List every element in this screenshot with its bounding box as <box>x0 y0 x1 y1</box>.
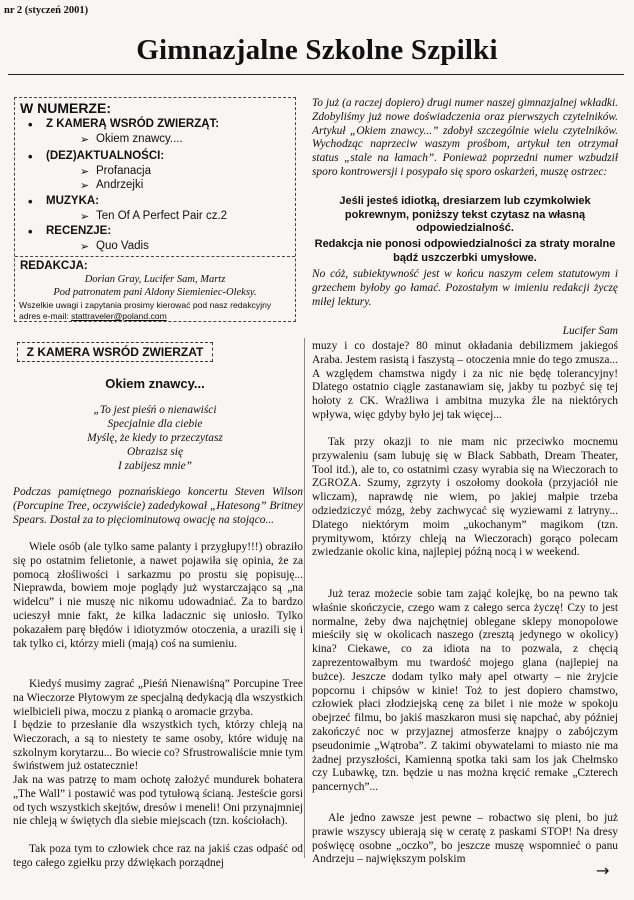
issue-number: nr 2 (styczeń 2001) <box>4 5 89 16</box>
article-paragraph: Kiedyś musimy zagrać „Pieśń Nienawiśną” Porcupine Tree na Wieczorze Płytowym ze specjalną dedykacją dla wszystkich wielbicieli piwa, moczu z pianką o aromacie grzyba. <box>13 678 303 718</box>
toc-item: ➢ Okiem znawcy.... <box>96 133 183 145</box>
intro-paragraph: To już (a raczej dopiero) drugi numer naszej gimnazjalnej wkładki. Zdobyliśmy już nowe doświadczenia oraz pierwszych czytelników. Artykuł „Okiem znawcy...” zdobył szczególnie wielu czytelników. Wychodząc naprzeciw waszym prośbom, artykuł ten otrzymał status „stale na łamach”. Ponieważ poprzedni numer wzbudził sporo kontrowersji i posypało się sporo oskarżeń, muszę ostrzec: <box>312 97 618 178</box>
verse-line: Myślę, że kiedy to przeczytasz <box>87 432 223 444</box>
toc-category: • MUZYKA: <box>46 195 99 207</box>
patron-line: Pod patronatem pani Aldony Siemieniec-Oleksy. <box>53 287 257 298</box>
email-prefix: adres e-mail: <box>19 311 72 321</box>
article-paragraph: Już teraz możecie sobie tam zająć kolejkę, bo na pewno tak właśnie skończycie, czego wam z całego serca życzę! Czy to jest normalne, żeby dwa najchętniej oblegane sklepy monopolowe mieściły się w okolicach naszego (zresztą jedynego w okolicy) kina? Ciekawe, co za idiota na to pozwala, z chęcią zaprezentowałbym mu twardość mojego glana (najlepiej na bużce). Jeszcze dodam tylko mały apel otwarty – nie żryjcie popcornu i chipsów w kinie! Toż to jest dopiero chamstwo, człowiek płaci złodziejską cenę za bilet i nie może w spokoju obejrzeć filmu, bo jakiś maszkaron musi się napchać, aby później zakończyć noc w przyjaznej atmosferze knajpy o zabójczym pseudonimie „Wątroba”. Z takimi obywatelami to miasto nie ma żadnej przyszłości, Kamienną spotka taki sam los jak Chełmsko czy Lubawkę, tzn. będzie u nas można kręcić remake „Czterech pancernych”... <box>312 588 618 794</box>
warning-1: Jeśli jesteś idiotką, dresiarzem lub czymkolwiek pokrewnym, poniższy tekst czytasz na własną odpowiedzialność. <box>339 195 591 235</box>
article-title: Okiem znawcy... <box>105 376 205 391</box>
intro-paragraph-2: No cóż, subiektywność jest w końcu naszym celem statutowym i grzechem byłoby go łamać. Pozostałym w imieniu redakcji życzę miłej lektury. <box>312 268 618 308</box>
editors-label: REDAKCJA: <box>20 260 88 272</box>
verse-line: Obrazisz się <box>126 446 183 458</box>
continue-arrow-icon: → <box>596 861 610 880</box>
toc-category: • (DEZ)AKTUALNOŚCI: <box>46 150 164 162</box>
toc-item: ➢ Quo Vadis <box>96 240 149 252</box>
contact-note: Wszelkie uwagi i zapytania prosimy kierować pod nasz redakcyjny <box>19 300 272 310</box>
toc-item: ➢ Andrzejki <box>96 179 143 191</box>
toc-item: ➢ Profanacja <box>96 165 151 177</box>
article-paragraph: Jak na was patrzę to mam ochotę założyć mundurek bohatera „The Wall” i postawić was pod tytułową ścianą. Jesteście gorsi od tych wszystkich skejtów, dresów i meneli! Oni przynajmniej nie chleją w świętych dla siebie miejscach (tzn. kościołach). <box>13 774 303 828</box>
warning-2: Redakcja nie ponosi odpowiedzialności za straty moralne bądź uszczerbki umysłowe. <box>314 238 616 264</box>
toc-category: • Z KAMERĄ WSRÓD ZWIERZĄT: <box>46 118 219 130</box>
article-paragraph: Tak przy okazji to nie mam nic przeciwko mocnemu przywaleniu (sam lubuję się w Black Sabbath, Dream Theater, Tool itd.), ale to, co ostatnimi czasy wyrabia się na Wieczorach to ZGROZA. Szumy, zgrzyty i oszołomy dookoła (przyjaciół nie wliczam), naprawdę nie wiem, po jakiej małpie trzeba odziedziczyć mózg, żeby zachwycać się wyziewami z latryny... Dlatego niektórym moim „ukochanym” magikom (tzn. prymitywom, którzy chleją na Wieczorach) gorąco polecam zwiedzanie okolic kina, najlepiej późną nocą i w weekend. <box>312 436 618 559</box>
toc-item: ➢ Ten Of A Perfect Pair cz.2 <box>96 210 227 222</box>
section-tag: Z KAMERA WSRÓD ZWIERZAT <box>17 342 213 362</box>
verse-line: Specjalnie dla ciebie <box>107 418 203 430</box>
editors-names: Dorian Gray, Lucifer Sam, Martz <box>84 274 226 285</box>
toc-divider <box>15 256 295 257</box>
toc-heading: W NUMERZE: <box>20 100 111 116</box>
column-divider <box>304 338 305 858</box>
article-lead: Podczas pamiętnego poznańskiego koncertu Steven Wilson (Porcupine Tree, oczywiście) zadedykował „Hatesong” Britney Spears. Dostał za to pięciominutową owację na stojąco... <box>13 486 303 526</box>
article-paragraph: Wiele osób (ale tylko same palanty i przygłupy!!!) obraziło się po ostatnim felietonie, a nawet pojawiła się opinia, że za pomocą złośliwości i sarkazmu po prostu się popisuję... Nieprawda, bowiem moje poglądy już wystarczająco są „na widelcu” i nie muszę nic nikomu udowadniać. Za to bardzo ucieszył mnie fakt, że kilka ladacznic się uniosło. Tylko pokazałem parę błędów i idiotyzmów otoczenia, a urazili się i tak tylko ci, którzy mieli (mają) coś na sumieniu. <box>13 541 303 650</box>
title-rule <box>8 74 624 75</box>
newspaper-title: Gimnazjalne Szkolne Szpilki <box>136 34 498 66</box>
toc-category: • RECENZJE: <box>46 225 111 237</box>
article-paragraph: I będzie to przesłanie dla wszystkich tych, którzy chleją na Wieczorach, a są to niestety te same osoby, które widuję na szkolnym korytarzu... Bo wiecie co? Sfrustrowaliście mnie tym świństwem już ostatecznie! <box>13 719 303 773</box>
contact-email-line <box>19 311 167 321</box>
signature: Lucifer Sam <box>562 325 618 337</box>
verse-line: „To jest pieśń o nienawiści <box>93 404 217 416</box>
article-paragraph: Tak poza tym to człowiek chce raz na jakiś czas odpaść od tego całego zgiełku przy dźwiękach porządnej <box>13 843 303 869</box>
article-paragraph: muzy i co dostaje? 80 minut okładania debilizmem jakiegoś Araba. Jestem rasistą i faszystą – otoczenia mnie do tego zmusza... A względem chamstwa nigdy i za nic nie będę tolerancyjny! Dlatego ostatnio ciągle zastanawiam się, jakby tu pozbyć się tej hołoty z CK. Wrażliwa i ambitna muzyka źle na niektórych wpływa, więc gdyby było jej tak więcej... <box>312 340 618 421</box>
article-paragraph: Ale jedno zawsze jest pewne – robactwo się pleni, bo już prawie wszyscy ubierają się w ceratę z paskami STOP! Na dresy poświęcę osobne „oczko”, bo jeszcze muszę wspomnieć o panu Andrzeju – największym polskim <box>312 812 618 866</box>
verse-line: I zabijesz mnie” <box>117 460 193 472</box>
email-link[interactable]: stattraveler@poland.com <box>71 311 167 321</box>
